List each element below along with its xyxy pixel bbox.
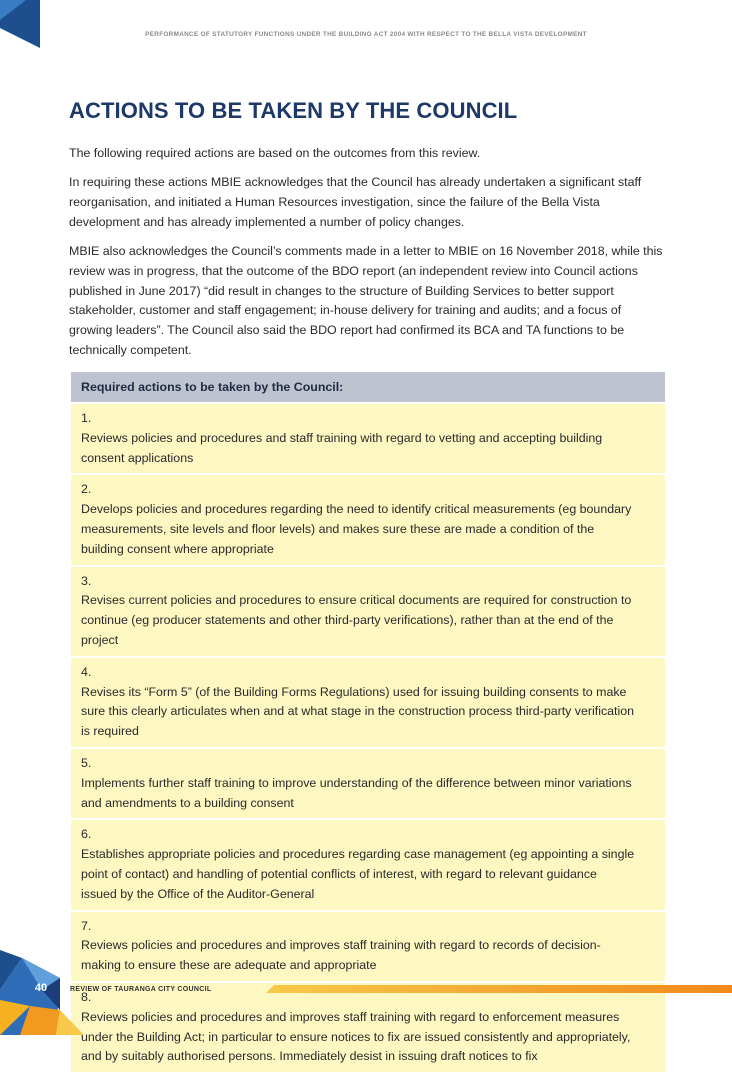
action-number: 2. — [81, 482, 92, 497]
action-text: Reviews policies and procedures and improves staff training with regard to enforcement measures under the Building Act; in particular to ensure notices to fix are issued consistently and appropriately, and by suitably authorised persons. Immediately desist in issuing draft notices to fix — [81, 1009, 631, 1064]
action-number: 5. — [81, 755, 92, 770]
action-text: Implements further staff training to improve understanding of the difference between minor variations and amendments to a building consent — [81, 775, 632, 810]
page-title: ACTIONS TO BE TAKEN BY THE COUNCIL — [69, 98, 518, 123]
action-number: 3. — [81, 573, 92, 588]
action-text: Reviews policies and procedures and improves staff training with regard to records of decision-making to ensure these are adequate and appropriate — [81, 938, 601, 973]
acknowledgement-paragraph: In requiring these actions MBIE acknowledges that the Council has already undertaken a significant staff reorganisation, and initiated a Human Resources investigation, since the failure of the Bella Vista development and has already implemented a number of policy changes. — [69, 175, 642, 229]
action-item — [71, 747, 665, 818]
action-number: 6. — [81, 827, 92, 842]
page-number: 40 — [34, 982, 48, 994]
action-item — [71, 981, 665, 1072]
action-text: Reviews policies and procedures and staff training with regard to vetting and accepting building consent applications — [81, 430, 603, 465]
action-item — [71, 473, 665, 564]
footer-title: REVIEW OF TAURANGA CITY COUNCIL — [70, 986, 212, 993]
actions-table-header: Required actions to be taken by the Council: — [71, 372, 665, 402]
action-item — [71, 565, 665, 656]
action-item — [71, 402, 665, 473]
council-comments-paragraph: MBIE also acknowledges the Council’s comments made in a letter to MBIE on 16 November 2018, while this review was in progress, that the outcome of the BDO report (an independent review into Council actions published in June 2017) “did result in changes to the structure of Building Services to better support stakeholder, customer and staff engagement; in-house delivery for training and audits; and a focus of growing leaders”. The Council also said the BDO report had confirmed its BCA and TA functions to be technically competent. — [69, 244, 663, 357]
action-text: Establishes appropriate policies and procedures regarding case management (eg appointing a single point of contact) and handling of potential conflicts of interest, with regard to relevant guidance issued by the Office of the Auditor-General — [81, 847, 635, 901]
action-number: 7. — [81, 918, 92, 933]
action-item — [71, 818, 665, 909]
action-number: 4. — [81, 664, 92, 679]
required-actions-table — [71, 372, 665, 1072]
action-item — [71, 910, 665, 981]
intro-paragraph: The following required actions are based on the outcomes from this review. — [69, 146, 481, 160]
action-item — [71, 656, 665, 747]
action-text: Develops policies and procedures regarding the need to identify critical measurements (eg boundary measurements, site levels and floor levels) and makes sure these are made a condition of the building consent where appropriate — [81, 502, 632, 556]
corner-decoration — [0, 0, 40, 48]
action-number: 1. — [81, 411, 92, 425]
running-header: PERFORMANCE OF STATUTORY FUNCTIONS UNDER THE BUILDING ACT 2004 WITH RESPECT TO THE BELLA VISTA DEVELOPMENT — [145, 31, 587, 38]
action-text: Revises its “Form 5” (of the Building Forms Regulations) used for issuing building consents to make sure this clearly articulates when and at what stage in the construction process third-party verification is required — [81, 684, 635, 739]
action-number: 8. — [81, 989, 92, 1004]
footer-accent-bar — [266, 985, 732, 993]
action-text: Revises current policies and procedures to ensure critical documents are required for construction to continue (eg producer statements and other third-party verifications), rather than at the end of the project — [81, 593, 632, 647]
